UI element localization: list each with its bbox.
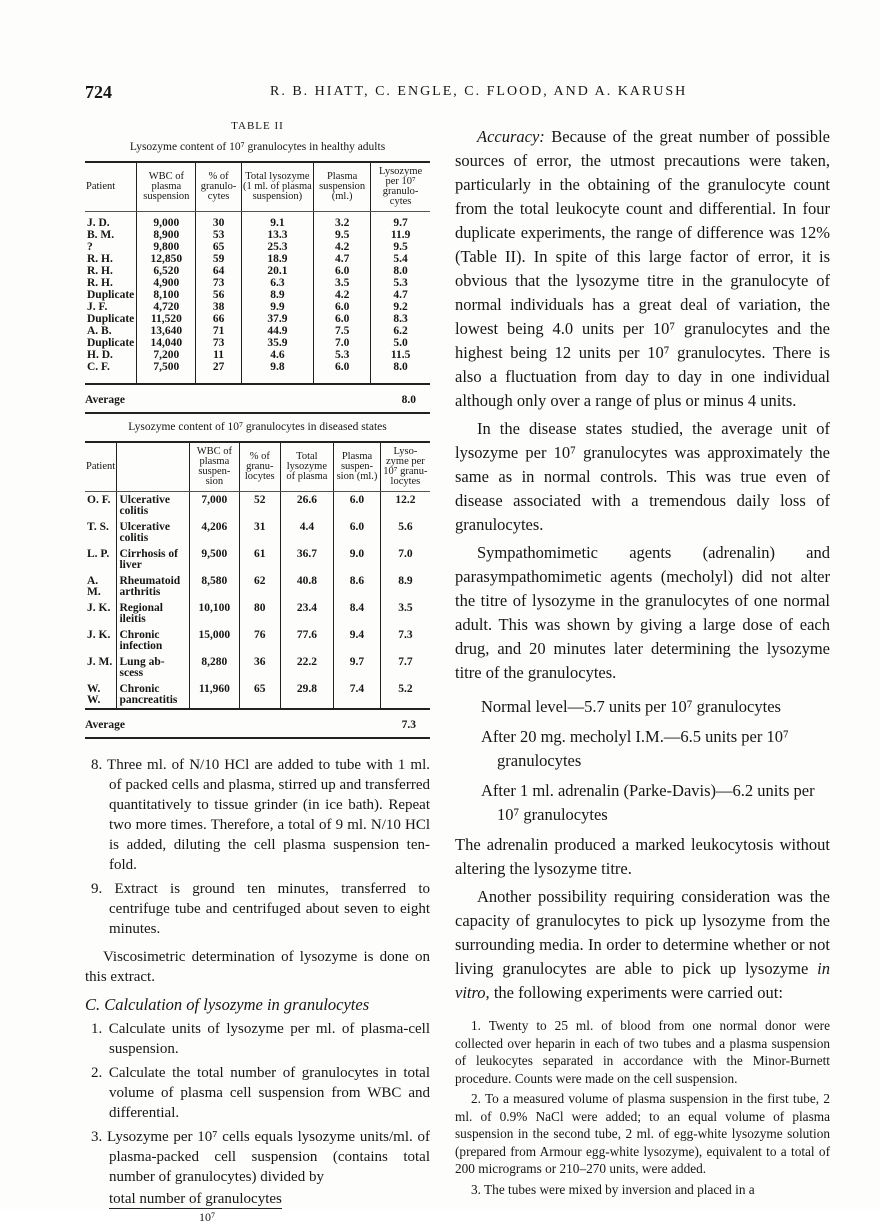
table-cell: 5.6 — [380, 519, 430, 546]
table-cell: 11.5 — [371, 349, 430, 361]
table-cell: 7.4 — [334, 681, 381, 709]
table-cell: 6.0 — [334, 492, 381, 520]
table-cell: Duplicate — [87, 289, 135, 301]
table-cell: 3.2 — [314, 212, 371, 230]
table-cell: 7.7 — [380, 654, 430, 681]
table-cell: R. H. — [87, 277, 113, 289]
table-cell: 6.3 — [241, 277, 313, 289]
table-cell: 12.2 — [380, 492, 430, 520]
table-cell: 38 — [196, 301, 241, 313]
table-cell: J. F. — [87, 301, 108, 313]
table-cell: 77.6 — [280, 627, 334, 654]
table-cell: 9.2 — [371, 301, 430, 313]
left-column — [85, 120, 430, 1226]
table-cell: J. D. — [87, 217, 110, 229]
table-row — [85, 337, 430, 349]
table-cell: 61 — [239, 546, 280, 573]
column-header: Total lysozyme (1 ml. of plasma suspension) — [241, 162, 313, 212]
table-row — [85, 573, 430, 600]
step-c2: 2. Calculate the total number of granulocytes in total volume of plasma cell suspension from WBC and differential. — [91, 1065, 430, 1121]
table-row — [85, 600, 430, 627]
table-cell: 62 — [239, 573, 280, 600]
table-cell: 53 — [196, 229, 241, 241]
table-diseased-states — [85, 422, 430, 739]
table-cell: 6.0 — [334, 519, 381, 546]
column-header: Patient — [85, 442, 117, 492]
table-cell: 7,200 — [137, 349, 196, 361]
table-cell: 9.0 — [334, 546, 381, 573]
list-item: Normal level—5.7 units per 10⁷ granulocytes — [481, 697, 781, 716]
column-header: Total lysozyme of plasma — [280, 442, 334, 492]
step-c3: 3. Lysozyme per 10⁷ cells equals lysozyme units/ml. of plasma-packed cell suspension (contains total number of granulocytes) divided by — [91, 1129, 430, 1185]
table-cell: 8,280 — [189, 654, 239, 681]
table-cell: 66 — [196, 313, 241, 325]
table-cell: ? — [87, 241, 93, 253]
procedure-step: 1. Twenty to 25 ml. of blood from one normal donor were collected over heparin in each of two tubes and a plasma suspension of leukocytes separated in accordance with the Minor-Burnett procedure. Counts were made on the cell suspension. — [455, 1018, 830, 1086]
table-cell: Regional ileitis — [117, 600, 189, 627]
table-cell: 76 — [239, 627, 280, 654]
table-cell: 3.5 — [314, 277, 371, 289]
table-row — [85, 361, 430, 384]
table-cell: 6,520 — [137, 265, 196, 277]
table-row — [85, 349, 430, 361]
table-cell: 26.6 — [280, 492, 334, 520]
table-cell: 4.2 — [314, 289, 371, 301]
paragraph-accuracy: Accuracy: Because of the great number of possible sources of error, the utmost precautions were taken, particularly in the obtaining of the granulocyte count from the total leukocyte count and differential. In four duplicate experiments, the range of difference was 12% (Table II). In spite of this large factor of error, it is obvious that the lysozyme titre in the granulocyte of normal individuals has a great deal of variation, the lowest being 4.0 units per 10⁷ granulocytes and the highest being 12 units per 10⁷ granulocytes. There is also a fluctuation from day to day in one individual although only over a range of plus or minus 4 units. — [455, 127, 830, 410]
table-row — [85, 492, 430, 520]
paragraph: In the disease states studied, the average unit of lysozyme per 10⁷ granulocytes was approximately the same as in normal controls. This was true even of disease associated with a tremendous daily loss of granulocytes. — [455, 419, 830, 534]
table-cell: 9,500 — [189, 546, 239, 573]
table-row — [85, 212, 430, 230]
column-header: Plasma suspen- sion (ml.) — [334, 442, 381, 492]
table-cell: 59 — [196, 253, 241, 265]
table-row — [85, 277, 430, 289]
list-item: After 1 ml. adrenalin (Parke-Davis)—6.2 units per 10⁷ granulocytes — [481, 781, 815, 824]
table-cell: 65 — [239, 681, 280, 709]
table-cell: 23.4 — [280, 600, 334, 627]
table-cell: 5.4 — [371, 253, 430, 265]
column-header: Patient — [85, 162, 137, 212]
table-cell: 5.3 — [314, 349, 371, 361]
table-cell: 9,000 — [137, 212, 196, 230]
table-cell: R. H. — [87, 265, 113, 277]
list-item: After 20 mg. mecholyl I.M.—6.5 units per 10⁷ granulocytes — [481, 727, 789, 770]
table-cell: 5.2 — [380, 681, 430, 709]
table-cell: H. D. — [87, 349, 113, 361]
table-cell: 20.1 — [241, 265, 313, 277]
table-cell: 73 — [196, 337, 241, 349]
table-row — [85, 313, 430, 325]
table-cell: 9.7 — [371, 212, 430, 230]
table-cell: 9.1 — [241, 212, 313, 230]
table-row — [85, 654, 430, 681]
table-cell: T. S. — [87, 521, 109, 533]
table-cell: 7,500 — [137, 361, 196, 384]
table-cell: Duplicate — [87, 313, 135, 325]
table-cell: 9.5 — [314, 229, 371, 241]
paragraph: Viscosimetric determination of lysozyme is done on this extract. — [85, 949, 430, 985]
table-cell: 15,000 — [189, 627, 239, 654]
column-header — [117, 442, 189, 492]
table-row — [85, 301, 430, 313]
table-cell: 6.2 — [371, 325, 430, 337]
table-cell: 30 — [196, 212, 241, 230]
table-cell: 7.0 — [380, 546, 430, 573]
table-cell: L. P. — [87, 548, 110, 560]
table-cell: 8.0 — [371, 265, 430, 277]
table-cell: 7.3 — [380, 627, 430, 654]
table-cell: 11,520 — [137, 313, 196, 325]
table-cell: 71 — [196, 325, 241, 337]
procedure-list — [455, 1017, 830, 1198]
table-caption: TABLE II — [231, 120, 284, 132]
table-row — [85, 265, 430, 277]
table-healthy-adults — [85, 142, 430, 414]
table-cell: 18.9 — [241, 253, 313, 265]
table-cell: 22.2 — [280, 654, 334, 681]
table-cell: 4.7 — [314, 253, 371, 265]
table-cell: 9,800 — [137, 241, 196, 253]
table-cell: 27 — [196, 361, 241, 384]
table-cell: B. M. — [87, 229, 115, 241]
page-number: 724 — [85, 82, 112, 102]
table-cell: 80 — [239, 600, 280, 627]
table-cell: 52 — [239, 492, 280, 520]
table-cell: 29.8 — [280, 681, 334, 709]
procedure-step: 2. To a measured volume of plasma suspension in the first tube, 2 ml. of 0.9% NaCl were added; to an equal volume of plasma suspension in the second tube, 2 ml. of egg-white lysozyme solution (prepared from Armour egg-white lysozyme), equivalent to a total of 200 micrograms or 210–270 units, were added. — [455, 1091, 830, 1176]
table-cell: 4.6 — [241, 349, 313, 361]
table-cell: 9.4 — [334, 627, 381, 654]
table-cell: 9.9 — [241, 301, 313, 313]
table-cell: Rheumatoid arthritis — [117, 573, 189, 600]
table-cell: 8,580 — [189, 573, 239, 600]
table-cell: 6.0 — [314, 313, 371, 325]
table-row — [85, 289, 430, 301]
column-header: WBC of plasma suspension — [137, 162, 196, 212]
table-cell: 31 — [239, 519, 280, 546]
table-cell: 5.3 — [371, 277, 430, 289]
procedure-step: 3. The tubes were mixed by inversion and placed in a — [471, 1181, 755, 1197]
table-row — [85, 546, 430, 573]
table-cell: W. W. — [87, 683, 101, 706]
table-cell: 25.3 — [241, 241, 313, 253]
column-header: WBC of plasma suspen- sion — [189, 442, 239, 492]
table-cell: O. F. — [87, 494, 111, 506]
running-head: R. B. HIATT, C. ENGLE, C. FLOOD, AND A. KARUSH — [270, 84, 688, 99]
table-title: Lysozyme content of 10⁷ granulocytes in healthy adults — [129, 141, 386, 153]
table-cell: 64 — [196, 265, 241, 277]
table-cell: 11,960 — [189, 681, 239, 709]
table-cell: 13,640 — [137, 325, 196, 337]
table-cell: 9.5 — [371, 241, 430, 253]
table-cell: 8.0 — [371, 361, 430, 384]
table-cell: Chronic pancreatitis — [117, 681, 189, 709]
table-row — [85, 681, 430, 709]
table-cell: 9.8 — [241, 361, 313, 384]
table-cell: 7,000 — [189, 492, 239, 520]
table-cell: Ulcerative colitis — [117, 492, 189, 520]
table-cell: Ulcerative colitis — [117, 519, 189, 546]
table-cell: 8.3 — [371, 313, 430, 325]
table-cell: 4.7 — [371, 289, 430, 301]
table-cell: 8.9 — [380, 573, 430, 600]
table-cell: 8.6 — [334, 573, 381, 600]
table-cell: 3.5 — [380, 600, 430, 627]
table-cell: Chronic infection — [117, 627, 189, 654]
table-average: Average 8.0 — [85, 385, 430, 414]
table-cell: J. K. — [87, 629, 111, 641]
table-cell: 11 — [196, 349, 241, 361]
table-cell: 7.0 — [314, 337, 371, 349]
table-cell: Duplicate — [87, 337, 135, 349]
table-cell: 6.0 — [314, 265, 371, 277]
table-cell: 4,720 — [137, 301, 196, 313]
table-row — [85, 519, 430, 546]
table-cell: 13.3 — [241, 229, 313, 241]
table-cell: Cirrhosis of liver — [117, 546, 189, 573]
column-header: % of granu- locytes — [239, 442, 280, 492]
right-column-text — [455, 125, 830, 1198]
table-cell: C. F. — [87, 361, 110, 373]
table-row — [85, 241, 430, 253]
paragraph: The adrenalin produced a marked leukocytosis without altering the lysozyme titre. — [455, 835, 830, 878]
table-title: Lysozyme content of 10⁷ granulocytes in diseased states — [128, 421, 387, 433]
table-cell: 7.5 — [314, 325, 371, 337]
table-cell: A. M. — [87, 575, 101, 598]
table-cell: 12,850 — [137, 253, 196, 265]
table-cell: 10,100 — [189, 600, 239, 627]
step-9: 9. Extract is ground ten minutes, transferred to centrifuge tube and centrifuged about seven to eight minutes. — [91, 881, 430, 937]
table-cell: 4.2 — [314, 241, 371, 253]
table-cell: J. K. — [87, 602, 111, 614]
table-cell: 6.0 — [314, 301, 371, 313]
table-cell: 9.7 — [334, 654, 381, 681]
table-row — [85, 229, 430, 241]
column-header: Plasma suspension (ml.) — [314, 162, 371, 212]
table-cell: 8,900 — [137, 229, 196, 241]
column-header: % of granulo- cytes — [196, 162, 241, 212]
table-cell: 44.9 — [241, 325, 313, 337]
fraction: total number of granulocytes 10⁷ — [109, 1191, 282, 1224]
table-average: Average 7.3 — [85, 710, 430, 739]
section-heading: C. Calculation of lysozyme in granulocytes — [85, 995, 370, 1014]
table-cell: A. B. — [87, 325, 112, 337]
table-cell: J. M. — [87, 656, 113, 668]
paragraph: Sympathomimetic agents (adrenalin) and parasympathomimetic agents (mecholyl) did not alter the titre of lysozyme in the granulocytes of one normal adult. This was shown by giving a large dose of each drug, and 20 minutes later determining the lysozyme titre of the granulocytes. — [455, 543, 830, 682]
table-cell: 73 — [196, 277, 241, 289]
table-cell: 8.4 — [334, 600, 381, 627]
table-cell: 35.9 — [241, 337, 313, 349]
table-cell: R. H. — [87, 253, 113, 265]
table-row — [85, 325, 430, 337]
table-cell: 14,040 — [137, 337, 196, 349]
result-list — [455, 695, 830, 827]
step-c1: 1. Calculate units of lysozyme per ml. of plasma-cell suspension. — [91, 1021, 430, 1057]
table-cell: 40.8 — [280, 573, 334, 600]
table-cell: 37.9 — [241, 313, 313, 325]
column-header: Lyso- zyme per 10⁷ granu- locytes — [380, 442, 430, 492]
table-cell: 56 — [196, 289, 241, 301]
table-cell: 36 — [239, 654, 280, 681]
table-cell: 11.9 — [371, 229, 430, 241]
table-cell: 36.7 — [280, 546, 334, 573]
table-cell: 8,100 — [137, 289, 196, 301]
table-cell: 6.0 — [314, 361, 371, 384]
table-row — [85, 253, 430, 265]
table-cell: Lung ab- scess — [117, 654, 189, 681]
column-header: Lysozyme per 10⁷ granulo- cytes — [371, 162, 430, 212]
table-cell: 8.9 — [241, 289, 313, 301]
step-8: 8. Three ml. of N/10 HCl are added to tube with 1 ml. of packed cells and plasma, stirred up and transferred quantitatively to tissue grinder (in ice bath). Repeat two more times. Therefore, a total of 9 ml. N/10 HCl is added, diluting the cell plasma suspension ten-fold. — [91, 757, 430, 873]
table-cell: 4.4 — [280, 519, 334, 546]
paragraph: Another possibility requiring consideration was the capacity of granulocytes to pick up lysozyme from the surrounding media. In order to determine whether or not living granulocytes are able to pick up lysozyme in vitro, the following experiments were carried out: — [455, 887, 830, 1002]
table-cell: 4,900 — [137, 277, 196, 289]
table-row — [85, 627, 430, 654]
table-cell: 5.0 — [371, 337, 430, 349]
table-cell: 65 — [196, 241, 241, 253]
left-column-text — [85, 755, 430, 1226]
table-cell: 4,206 — [189, 519, 239, 546]
